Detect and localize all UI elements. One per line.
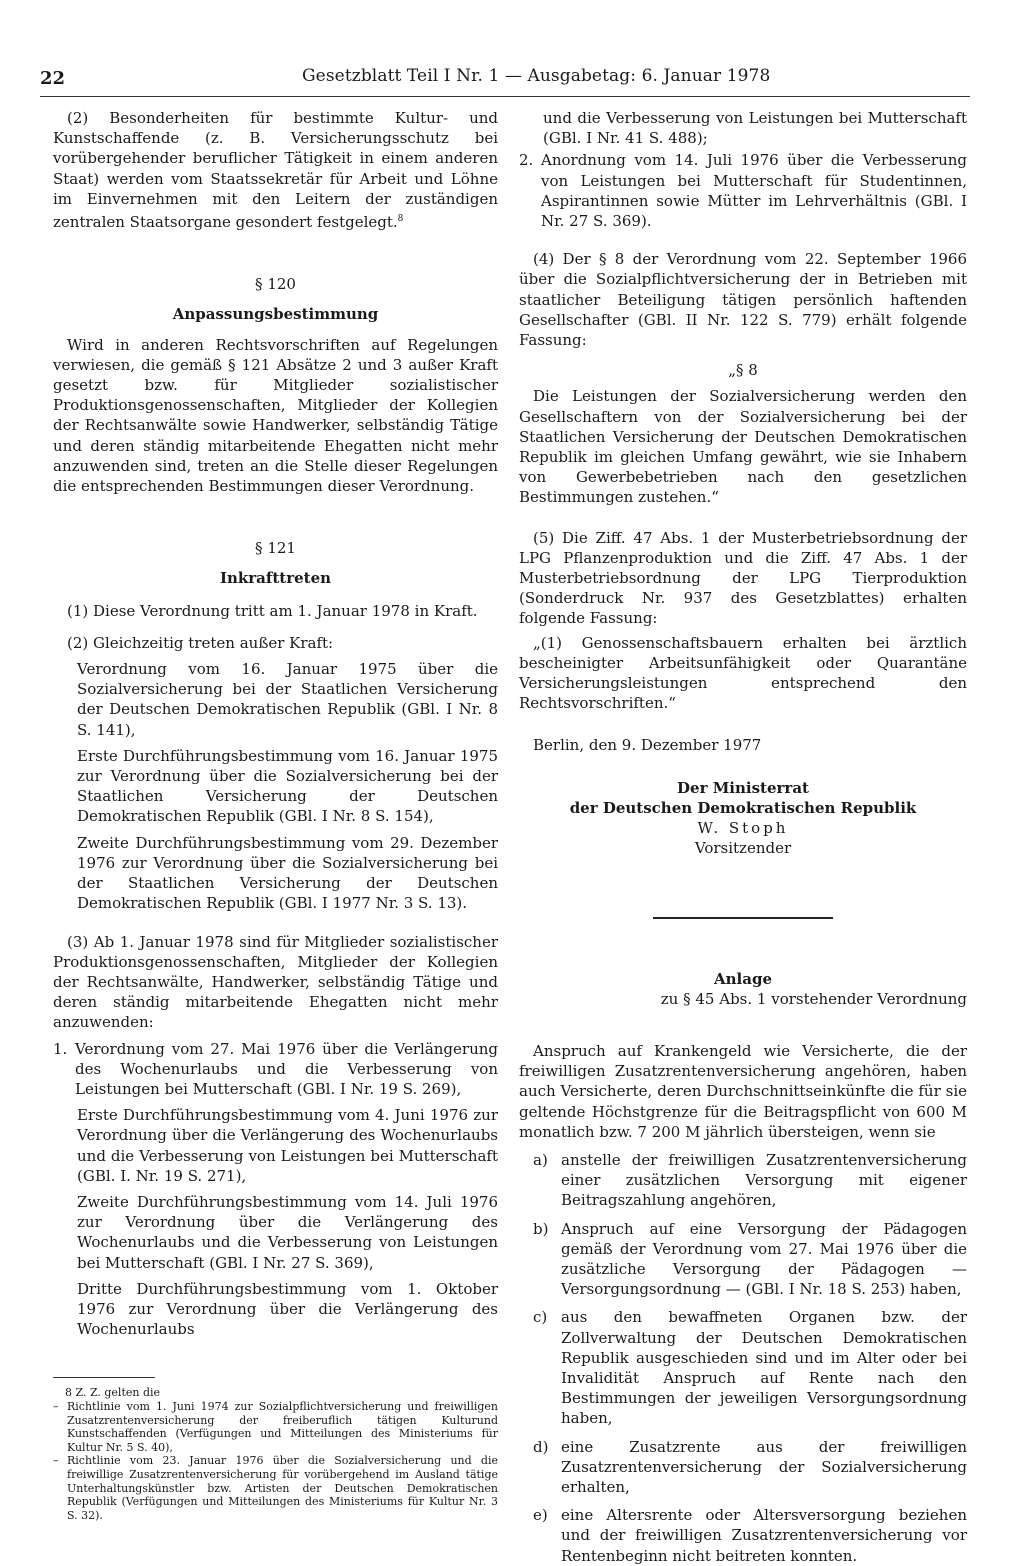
anlage-item-text: anstelle der freiwilligen Zusatzrentenversicherung einer zusätzlichen Versorgung mit eigener Beitragszahlung angehören, — [561, 1150, 967, 1210]
anlage-item-label: b) — [533, 1219, 549, 1238]
quoted-provision: „(1) Genossenschaftsbauern erhalten bei ärztlich bescheinigter Arbeitsunfähigkeit oder Quarantäne Versicherungsleistungen entsprechend den Rechtsvorschriften.“ — [519, 633, 967, 713]
anlage-item-d — [533, 1437, 967, 1498]
anlage-item-label: d) — [533, 1437, 549, 1456]
list-item-text: Verordnung vom 27. Mai 1976 über die Verlängerung des Wochenurlaubs und die Verbesserung von Leistungen bei Mutterschaft (GBl. I Nr. 19 S. 269), — [75, 1039, 498, 1098]
left-column — [53, 108, 498, 1522]
section-121-title: Inkrafttreten — [219, 569, 332, 588]
section-121-number: § 121 — [255, 539, 296, 558]
anlage-intro: Anspruch auf Krankengeld wie Versicherte, die der freiwilligen Zusatzrentenversicherung angehören, haben auch Versicherte, deren Durchschnittseinkünfte die für sie geltende Höchstgrenze für die Beitragspflicht von 600 M monatlich bzw. 7 200 M jährlich übersteigen, wenn sie — [519, 1041, 967, 1141]
running-title: Gesetzblatt Teil I Nr. 1 — Ausgabetag: 6. Januar 1978 — [302, 66, 771, 86]
anlage-item-label: e) — [533, 1506, 548, 1525]
sub-item-2: Zweite Durchführungsbestimmung vom 14. Juli 1976 zur Verordnung über die Verlängerung des Wochenurlaubs und die Verbesserung von Leistungen bei Mutterschaft (GBl. I Nr. 27 S. 369), — [77, 1192, 498, 1272]
anlage-item-text: Anspruch auf eine Versorgung der Pädagogen gemäß der Verordnung vom 27. Mai 1976 über die zusätzliche Versorgung der Pädagogen — Versorgungsordnung — (GBl. I Nr. 18 S. 253) haben, — [561, 1219, 967, 1299]
footnote-text: Richtlinie vom 1. Juni 1974 zur Sozialpflichtversicherung und freiwilligen Zusatzrentenversicherung der freiberuflich tätigen Kulturund Kunstschaffenden (Verfügungen und Mitteilungen des Ministeriums für Kultur Nr. 5 S. 40), — [67, 1399, 498, 1454]
list-item-2 — [519, 150, 967, 231]
signatory-body-1: Der Ministerrat — [677, 778, 809, 797]
footnote-text: Richtlinie vom 23. Januar 1976 über die Sozialversicherung und die freiwillige Zusatzrentenversicherung für vorübergehend im Ausland tätige Unterhaltungskünstler bzw. Artisten der Deutschen Demokratischen Republik (Verfügungen und Mitteilungen des Ministeriums für Kultur Nr. 3 S. 32). — [67, 1454, 498, 1522]
footnote-dash: – — [53, 1399, 59, 1413]
footnote-ref: 8 — [397, 214, 404, 225]
anlage-item-c — [533, 1307, 967, 1428]
anlage-item-label: c) — [533, 1308, 548, 1327]
place-date: Berlin, den 9. Dezember 1977 — [533, 736, 762, 755]
right-column — [519, 108, 967, 1566]
sub-item-3: Dritte Durchführungsbestimmung vom 1. Oktober 1976 zur Verordnung über die Verlängerung des Wochenurlaubs — [77, 1279, 498, 1339]
list-item-1 — [53, 1039, 498, 1100]
anlage-subtitle: zu § 45 Abs. 1 vorstehender Verordnung — [660, 989, 967, 1008]
repealed-item-2: Erste Durchführungsbestimmung vom 16. Januar 1975 zur Verordnung über die Sozialversicherung bei der Staatlichen Versicherung der Deutschen Demokratischen Republik (GBl. I Nr. 8 S. 154), — [77, 746, 498, 826]
section-120-text: Wird in anderen Rechtsvorschriften auf Regelungen verwiesen, die gemäß § 121 Absätze 2 und 3 außer Kraft gesetzt bzw. für Mitglieder sozialistischer Produktionsgenossenschaften, Mitglieder der Kollegien der Rechtsanwälte sowie Handwerker, selbständig Tätige und deren ständig mitarbeitende Ehegatten nicht mehr anzuwenden sind, treten an die Stelle dieser Regelungen die entsprechenden Bestimmungen dieser Verordnung. — [53, 335, 498, 496]
section-120-number: § 120 — [255, 275, 296, 294]
sub-item-1: Erste Durchführungsbestimmung vom 4. Juni 1976 zur Verordnung über die Verlängerung des Wochenurlaubs und die Verbesserung von Leistungen bei Mutterschaft (GBl. I. Nr. 19 S. 271), — [77, 1106, 498, 1185]
footnote-intro: 8 Z. Z. gelten die — [65, 1386, 161, 1400]
signatory-role: Vorsitzender — [694, 839, 792, 858]
anlage-item-a — [533, 1150, 967, 1211]
section-8-number: „§ 8 — [728, 361, 758, 380]
section-121-para-1: (1) Diese Verordnung tritt am 1. Januar 1978 in Kraft. — [67, 601, 478, 620]
signatory-body-2: der Deutschen Demokratischen Republik — [569, 798, 917, 817]
continued-text: und die Verbesserung von Leistungen bei Mutterschaft (GBl. I Nr. 41 S. 488); — [543, 109, 967, 148]
anlage-item-b — [533, 1219, 967, 1300]
repealed-item-1: Verordnung vom 16. Januar 1975 über die Sozialversicherung bei der Staatlichen Versicherung der Deutschen Demokratischen Republik (GBl. I Nr. 8 S. 141), — [77, 660, 498, 739]
page-number: 22 — [40, 68, 66, 89]
paragraph-5: (5) Die Ziff. 47 Abs. 1 der Musterbetriebsordnung der LPG Pflanzenproduktion und die Ziff. 47 Abs. 1 der Musterbetriebsordnung der LPG Tierproduktion (Sonderdruck Nr. 937 des Gesetzblattes) erhalten folgende Fassung: — [519, 528, 967, 628]
anlage-item-e — [533, 1505, 967, 1566]
anlage-item-label: a) — [533, 1150, 548, 1169]
anlage-item-text: eine Zusatzrente aus der freiwilligen Zusatzrentenversicherung der Sozialversicherung erhalten, — [561, 1437, 967, 1496]
footnote-dash: – — [53, 1454, 59, 1468]
list-item-text: Anordnung vom 14. Juli 1976 über die Verbesserung von Leistungen bei Mutterschaft für Studentinnen, Aspirantinnen sowie Mütter im Lehrverhältnis (GBl. I Nr. 27 S. 369). — [541, 151, 967, 231]
header-rule — [40, 96, 970, 97]
section-120-title: Anpassungsbestimmung — [172, 305, 379, 324]
anlage-item-text: eine Altersrente oder Altersversorgung beziehen und der freiwilligen Zusatzrentenversicherung vor Rentenbeginn nicht beitreten konnten. — [561, 1506, 967, 1565]
footnotes — [53, 1386, 498, 1522]
footnote-rule — [53, 1377, 155, 1378]
paragraph-4: (4) Der § 8 der Verordnung vom 22. September 1966 über die Sozialpflichtversicherung der in Betrieben mit staatlicher Beteiligung tätigen persönlich haftenden Gesellschafter (GBl. II Nr. 122 S. 779) erhält folgende Fassung: — [519, 250, 967, 350]
section-121-para-3: (3) Ab 1. Januar 1978 sind für Mitglieder sozialistischer Produktionsgenossenschaften, Mitglieder der Kollegien der Rechtsanwälte, Handwerker, selbständig Tätige und deren ständig mitarbeitende Ehegatten nicht mehr anzuwenden: — [53, 932, 498, 1032]
paragraph-2: (2) Besonderheiten für bestimmte Kultur- und Kunstschaffende (z. B. Versicherungsschutz bei vorübergehender beruflicher Tätigkeit in einem anderen Staat) werden vom Staatssekretär für Arbeit und Löhne im Einvernehmen mit den Leitern der zuständigen zentralen Staatsorgane gesondert festgelegt.$^8$ — [53, 109, 498, 232]
anlage-item-text: aus den bewaffneten Organen bzw. der Zollverwaltung der Deutschen Demokratischen Republik ausgeschieden sind und im Alter oder bei Invalidität Anspruch auf Rente nach den Bestimmungen der jeweiligen Versorgungsordnung haben, — [561, 1308, 967, 1428]
signatory-name: W. Stoph — [697, 819, 789, 838]
section-8-text: Die Leistungen der Sozialversicherung werden den Gesellschaftern von der Sozialversicherung bei der Staatlichen Versicherung der Deutschen Demokratischen Republik im gleichen Umfang gewährt, wie sie Inhabern von Gewerbebetrieben nach den gesetzlichen Bestimmungen zustehen.“ — [519, 387, 967, 507]
footnote-item-1 — [53, 1400, 498, 1454]
repealed-item-3: Zweite Durchführungsbestimmung vom 29. Dezember 1976 zur Verordnung über die Sozialversicherung bei der Staatlichen Versicherung der Deutschen Demokratischen Republik (GBl. I 1977 Nr. 3 S. 13). — [77, 833, 498, 913]
footnote-item-2 — [53, 1454, 498, 1522]
section-121-para-2: (2) Gleichzeitig treten außer Kraft: — [67, 633, 334, 652]
list-item-label: 1. — [53, 1039, 68, 1058]
anlage-title: Anlage — [714, 969, 772, 988]
list-item-label: 2. — [519, 151, 534, 170]
